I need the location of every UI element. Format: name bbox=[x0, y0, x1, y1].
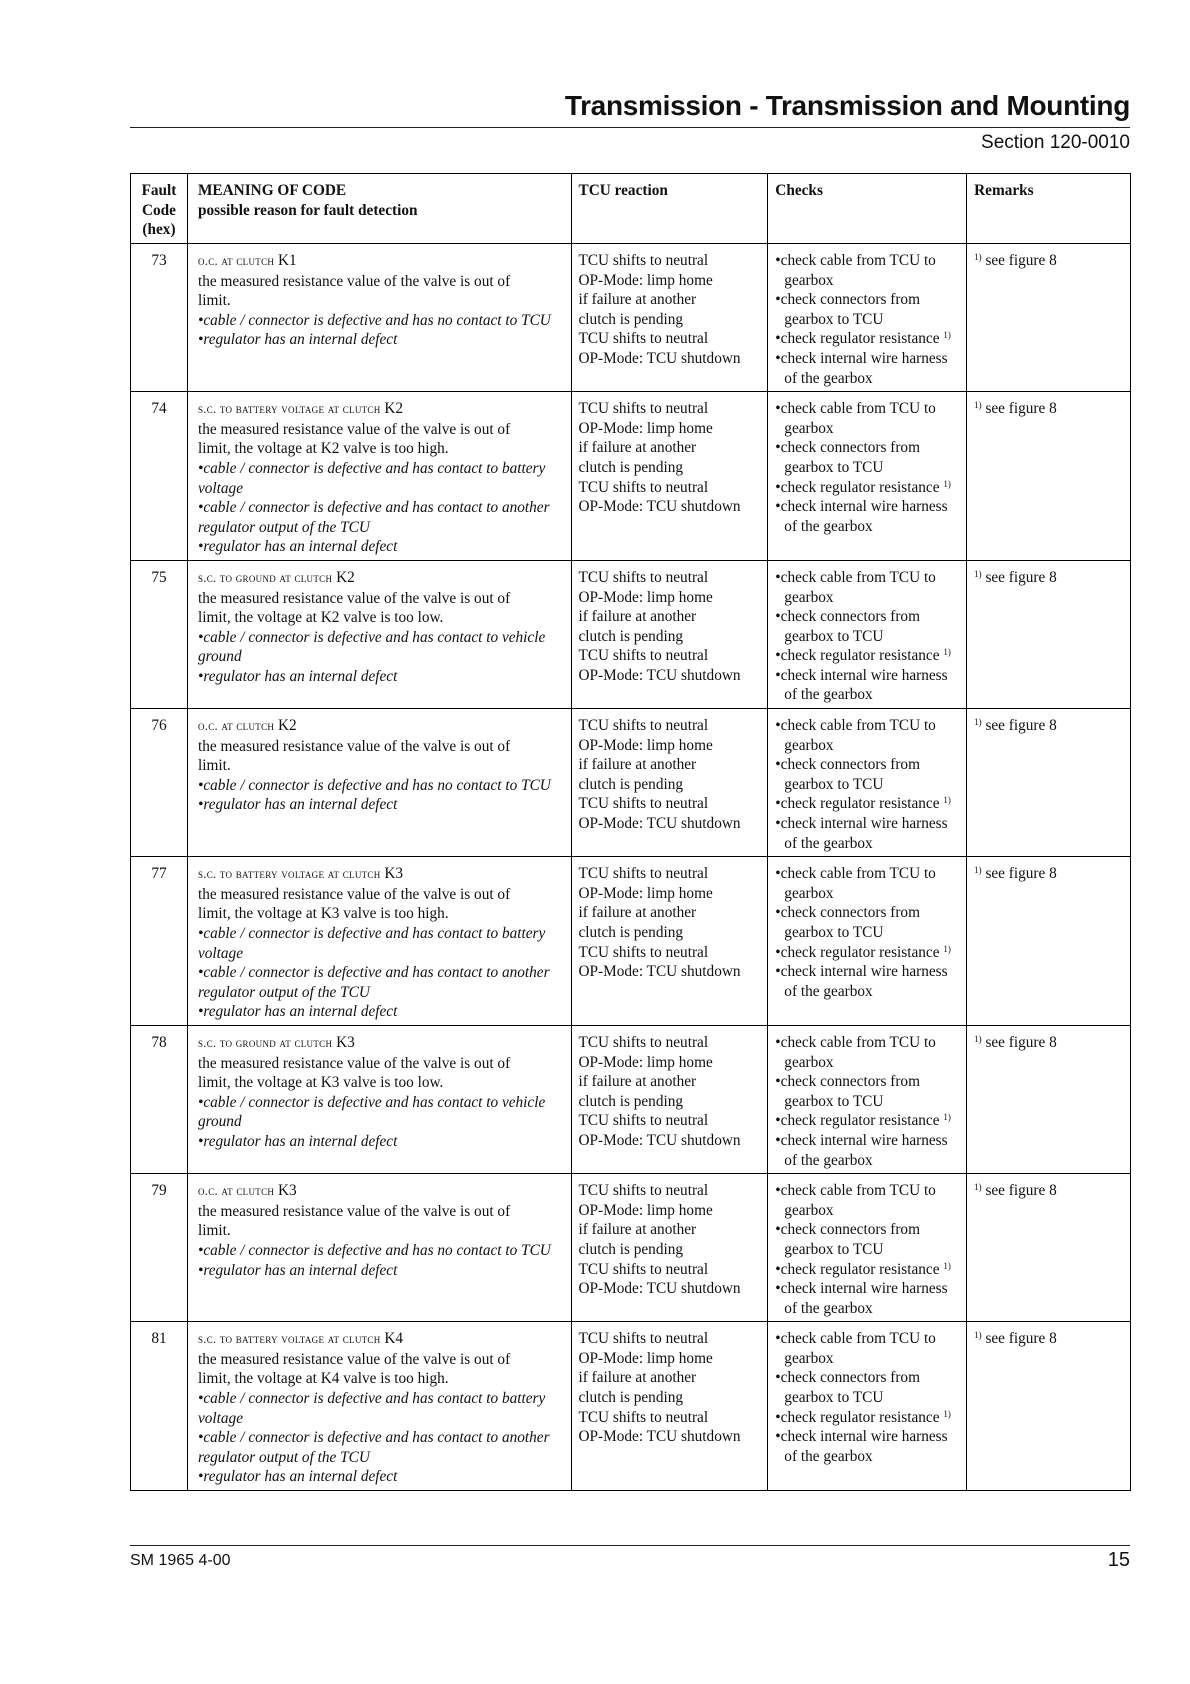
check-text: check cable from TCU to gearbox bbox=[780, 400, 936, 437]
tcu-reaction-line: if failure at another bbox=[578, 1221, 697, 1239]
check-text: check cable from TCU to gearbox bbox=[780, 252, 936, 289]
check-text: check regulator resistance bbox=[780, 647, 940, 665]
tcu-reaction-line: clutch is pending bbox=[578, 458, 684, 476]
tcu-reaction-cell bbox=[571, 1322, 768, 1491]
tcu-reaction-line: clutch is pending bbox=[578, 1389, 684, 1407]
tcu-reaction-line: TCU shifts to neutral bbox=[578, 1260, 709, 1278]
check-item: •check internal wire harness of the gearbox bbox=[775, 349, 948, 387]
column-header-tcu-reaction: TCU reaction bbox=[571, 174, 768, 244]
check-text: check regulator resistance bbox=[780, 1408, 940, 1426]
meaning-text: limit, the voltage at K3 valve is too low. bbox=[197, 1074, 444, 1092]
check-text: check internal wire harness of the gearbox bbox=[780, 666, 948, 704]
tcu-reaction-line: if failure at another bbox=[578, 904, 697, 922]
check-text: check regulator resistance bbox=[780, 330, 940, 348]
check-text: check internal wire harness of the gearbox bbox=[780, 1280, 948, 1317]
table-body bbox=[131, 244, 1131, 1491]
tcu-reaction-line: clutch is pending bbox=[578, 627, 684, 645]
fault-type: o.c. at clutch bbox=[197, 1184, 275, 1199]
check-item: •check cable from TCU to gearbox bbox=[775, 717, 936, 754]
check-item: •check internal wire harness of the gearbox bbox=[775, 963, 948, 1000]
remarks-cell bbox=[967, 709, 1131, 857]
tcu-reaction-line: OP-Mode: TCU shutdown bbox=[578, 963, 741, 981]
check-text: check cable from TCU to gearbox bbox=[780, 1330, 936, 1367]
possible-cause: •regulator has an internal defect bbox=[197, 1132, 398, 1150]
clutch-id: K2 bbox=[384, 400, 404, 418]
check-text: check internal wire harness of the gearbox bbox=[780, 1131, 948, 1169]
fault-code-header-line: Fault bbox=[141, 182, 177, 199]
footnote-mark: 1) bbox=[974, 568, 982, 579]
check-item: •check internal wire harness of the gearbox bbox=[775, 815, 948, 852]
check-item: •check connectors from gearbox to TCU bbox=[775, 1221, 920, 1258]
tcu-reaction-line: OP-Mode: TCU shutdown bbox=[578, 1131, 741, 1149]
possible-cause: •cable / connector is defective and has contact to battery voltage bbox=[197, 1390, 546, 1427]
clutch-id: K2 bbox=[336, 568, 355, 586]
meaning-text: limit, the voltage at K4 valve is too high. bbox=[197, 1370, 449, 1388]
check-text: check connectors from gearbox to TCU bbox=[780, 1073, 920, 1110]
check-text: check internal wire harness of the gearbox bbox=[780, 1428, 948, 1465]
footnote-mark: 1) bbox=[943, 330, 951, 341]
check-text: check connectors from gearbox to TCU bbox=[780, 291, 920, 328]
check-item: •check internal wire harness of the gearbox bbox=[775, 1131, 948, 1169]
tcu-reaction-cell bbox=[571, 857, 768, 1026]
possible-cause: •cable / connector is defective and has contact to vehicle ground bbox=[197, 1093, 546, 1131]
check-item: •check internal wire harness of the gearbox bbox=[775, 666, 948, 704]
meaning-cell bbox=[187, 244, 571, 392]
footer-rule bbox=[130, 1545, 1130, 1546]
document-id: SM 1965 4-00 bbox=[130, 1552, 231, 1569]
tcu-reaction-cell bbox=[571, 392, 768, 561]
footnote-mark: 1) bbox=[974, 865, 982, 876]
clutch-id: K2 bbox=[278, 717, 297, 735]
table-row bbox=[131, 244, 1131, 392]
meaning-cell bbox=[187, 1025, 571, 1173]
check-text: check cable from TCU to gearbox bbox=[780, 568, 936, 606]
remark-text: see figure 8 bbox=[985, 1330, 1057, 1348]
fault-code-table bbox=[130, 173, 1131, 1491]
check-item: •check cable from TCU to gearbox bbox=[775, 400, 936, 437]
tcu-reaction-line: TCU shifts to neutral bbox=[578, 1182, 709, 1200]
possible-cause: •cable / connector is defective and has contact to vehicle ground bbox=[197, 628, 546, 666]
footnote-mark: 1) bbox=[943, 795, 951, 806]
tcu-reaction-cell bbox=[571, 1174, 768, 1322]
tcu-reaction-line: TCU shifts to neutral bbox=[578, 1330, 709, 1348]
check-item: •check connectors from gearbox to TCU bbox=[775, 439, 920, 476]
fault-type: s.c. to battery voltage at clutch bbox=[197, 402, 381, 417]
meaning-cell bbox=[187, 560, 571, 708]
check-text: check connectors from gearbox to TCU bbox=[780, 439, 920, 476]
checks-cell bbox=[768, 857, 967, 1026]
tcu-reaction-line: if failure at another bbox=[578, 439, 697, 457]
check-item: •check cable from TCU to gearbox bbox=[775, 568, 936, 606]
table-row bbox=[131, 560, 1131, 708]
meaning-cell bbox=[187, 1174, 571, 1322]
clutch-id: K3 bbox=[278, 1182, 297, 1200]
remarks-cell bbox=[967, 1025, 1131, 1173]
footnote-mark: 1) bbox=[974, 1182, 982, 1193]
possible-cause: •cable / connector is defective and has contact to another regulator output of the TCU bbox=[197, 964, 550, 1001]
remark-text: see figure 8 bbox=[985, 568, 1057, 586]
tcu-reaction-line: TCU shifts to neutral bbox=[578, 1112, 709, 1130]
tcu-reaction-line: TCU shifts to neutral bbox=[578, 568, 709, 586]
page-number: 15 bbox=[1107, 1549, 1130, 1571]
tcu-reaction-line: OP-Mode: TCU shutdown bbox=[578, 498, 741, 516]
check-item: •check regulator resistance $^{1)}$ bbox=[775, 943, 951, 961]
tcu-reaction-line: OP-Mode: TCU shutdown bbox=[578, 349, 741, 367]
remarks-cell bbox=[967, 1322, 1131, 1491]
tcu-reaction-line: clutch is pending bbox=[578, 310, 684, 328]
tcu-reaction-line: if failure at another bbox=[578, 608, 697, 626]
possible-cause: •cable / connector is defective and has no contact to TCU bbox=[197, 1241, 551, 1259]
check-text: check regulator resistance bbox=[780, 943, 940, 961]
tcu-reaction-line: OP-Mode: limp home bbox=[578, 884, 713, 902]
checks-cell bbox=[768, 709, 967, 857]
fault-code: 75 bbox=[131, 560, 188, 708]
possible-cause: •cable / connector is defective and has no contact to TCU bbox=[197, 776, 551, 794]
meaning-cell bbox=[187, 392, 571, 561]
check-item: •check internal wire harness of the gearbox bbox=[775, 498, 948, 535]
meaning-text: the measured resistance value of the valve is out of bbox=[197, 272, 511, 290]
remark-text: see figure 8 bbox=[985, 400, 1057, 418]
footnote-mark: 1) bbox=[943, 1112, 951, 1123]
check-item: •check regulator resistance $^{1)}$ bbox=[775, 795, 951, 813]
meaning-text: limit, the voltage at K2 valve is too low. bbox=[197, 609, 444, 627]
remark-text: see figure 8 bbox=[985, 1182, 1057, 1200]
tcu-reaction-line: TCU shifts to neutral bbox=[578, 795, 709, 813]
tcu-reaction-line: clutch is pending bbox=[578, 1092, 684, 1110]
tcu-reaction-line: TCU shifts to neutral bbox=[578, 252, 709, 269]
footnote-mark: 1) bbox=[943, 647, 951, 658]
possible-cause: •cable / connector is defective and has contact to battery voltage bbox=[197, 925, 546, 962]
possible-cause: •regulator has an internal defect bbox=[197, 667, 398, 685]
tcu-reaction-cell bbox=[571, 560, 768, 708]
page-title: Transmission - Transmission and Mounting bbox=[564, 90, 1130, 121]
tcu-reaction-line: TCU shifts to neutral bbox=[578, 400, 709, 418]
section-number: Section 120-0010 bbox=[981, 132, 1130, 153]
meaning-text: the measured resistance value of the valve is out of bbox=[197, 589, 511, 607]
fault-code: 73 bbox=[131, 244, 188, 392]
check-item: •check regulator resistance $^{1)}$ bbox=[775, 1112, 951, 1130]
remarks-cell bbox=[967, 392, 1131, 561]
fault-type: o.c. at clutch bbox=[197, 719, 275, 734]
check-text: check internal wire harness of the gearbox bbox=[780, 349, 948, 387]
meaning-text: limit. bbox=[197, 292, 231, 310]
fault-title bbox=[198, 1181, 564, 1202]
tcu-reaction-line: OP-Mode: limp home bbox=[578, 1201, 713, 1219]
tcu-reaction-line: OP-Mode: TCU shutdown bbox=[578, 815, 741, 833]
table-row bbox=[131, 392, 1131, 561]
check-text: check regulator resistance bbox=[780, 478, 940, 496]
fault-code: 79 bbox=[131, 1174, 188, 1322]
check-item: •check regulator resistance $^{1)}$ bbox=[775, 330, 951, 348]
checks-cell bbox=[768, 1322, 967, 1491]
fault-type: s.c. to battery voltage at clutch bbox=[197, 1332, 381, 1347]
check-item: •check cable from TCU to gearbox bbox=[775, 1182, 936, 1219]
check-item: •check cable from TCU to gearbox bbox=[775, 865, 936, 902]
column-header-fault-code bbox=[131, 174, 188, 244]
fault-title bbox=[198, 716, 564, 737]
fault-type: o.c. at clutch bbox=[197, 254, 275, 268]
meaning-text: the measured resistance value of the valve is out of bbox=[197, 1054, 511, 1072]
tcu-reaction-line: TCU shifts to neutral bbox=[578, 647, 709, 665]
tcu-reaction-line: if failure at another bbox=[578, 1369, 697, 1387]
meaning-text: limit, the voltage at K2 valve is too high. bbox=[197, 440, 449, 458]
table-row bbox=[131, 1322, 1131, 1491]
possible-cause: •regulator has an internal defect bbox=[197, 1468, 398, 1486]
checks-cell bbox=[768, 244, 967, 392]
check-text: check regulator resistance bbox=[780, 1112, 940, 1130]
fault-title bbox=[198, 399, 564, 420]
column-header-remarks: Remarks bbox=[967, 174, 1131, 244]
meaning-text: limit. bbox=[197, 1222, 231, 1240]
check-text: check connectors from gearbox to TCU bbox=[780, 904, 920, 941]
table-header-row bbox=[131, 174, 1131, 244]
footnote-mark: 1) bbox=[974, 400, 982, 411]
fault-code: 81 bbox=[131, 1322, 188, 1491]
tcu-reaction-line: TCU shifts to neutral bbox=[578, 865, 709, 883]
fault-code: 77 bbox=[131, 857, 188, 1026]
checks-cell bbox=[768, 560, 967, 708]
clutch-id: K4 bbox=[384, 1330, 404, 1348]
remarks-cell bbox=[967, 857, 1131, 1026]
footnote-mark: 1) bbox=[943, 1260, 951, 1271]
table-row bbox=[131, 857, 1131, 1026]
check-text: check connectors from gearbox to TCU bbox=[780, 1221, 920, 1258]
check-item: •check internal wire harness of the gearbox bbox=[775, 1280, 948, 1317]
fault-type: s.c. to battery voltage at clutch bbox=[197, 867, 381, 882]
remark-text: see figure 8 bbox=[985, 252, 1057, 269]
check-item: •check cable from TCU to gearbox bbox=[775, 1033, 936, 1071]
checks-cell bbox=[768, 1025, 967, 1173]
remark-text: see figure 8 bbox=[985, 1033, 1057, 1051]
check-text: check internal wire harness of the gearbox bbox=[780, 815, 948, 852]
tcu-reaction-line: TCU shifts to neutral bbox=[578, 717, 709, 735]
tcu-reaction-line: if failure at another bbox=[578, 291, 697, 309]
footnote-mark: 1) bbox=[943, 1408, 951, 1419]
possible-cause: •regulator has an internal defect bbox=[197, 1003, 398, 1021]
check-text: check regulator resistance bbox=[780, 1260, 940, 1278]
check-text: check cable from TCU to gearbox bbox=[780, 717, 936, 754]
fault-code: 76 bbox=[131, 709, 188, 857]
remarks-cell bbox=[967, 244, 1131, 392]
check-item: •check connectors from gearbox to TCU bbox=[775, 608, 920, 645]
clutch-id: K3 bbox=[336, 1033, 355, 1051]
possible-cause: •cable / connector is defective and has contact to another regulator output of the TCU bbox=[197, 499, 550, 536]
tcu-reaction-line: TCU shifts to neutral bbox=[578, 1033, 709, 1051]
tcu-reaction-line: OP-Mode: limp home bbox=[578, 271, 713, 289]
check-item: •check internal wire harness of the gearbox bbox=[775, 1428, 948, 1465]
meaning-cell bbox=[187, 857, 571, 1026]
check-text: check regulator resistance bbox=[780, 795, 940, 813]
check-item: •check connectors from gearbox to TCU bbox=[775, 1369, 920, 1407]
tcu-reaction-line: TCU shifts to neutral bbox=[578, 1408, 709, 1426]
tcu-reaction-line: OP-Mode: limp home bbox=[578, 419, 713, 437]
possible-cause: •regulator has an internal defect bbox=[197, 538, 398, 556]
possible-cause: •cable / connector is defective and has contact to another regulator output of the TCU bbox=[197, 1429, 550, 1466]
fault-title bbox=[198, 1033, 564, 1054]
footnote-mark: 1) bbox=[943, 943, 951, 954]
tcu-reaction-cell bbox=[571, 244, 768, 392]
meaning-text: the measured resistance value of the valve is out of bbox=[197, 885, 511, 903]
tcu-reaction-line: OP-Mode: limp home bbox=[578, 1349, 713, 1367]
tcu-reaction-line: OP-Mode: limp home bbox=[578, 736, 713, 754]
tcu-reaction-line: OP-Mode: limp home bbox=[578, 1053, 713, 1071]
possible-cause: •cable / connector is defective and has contact to battery voltage bbox=[197, 459, 546, 497]
tcu-reaction-line: clutch is pending bbox=[578, 775, 684, 793]
meaning-cell bbox=[187, 1322, 571, 1491]
meaning-text: the measured resistance value of the valve is out of bbox=[197, 1202, 511, 1220]
table-row bbox=[131, 1025, 1131, 1173]
meaning-text: limit. bbox=[197, 757, 231, 775]
footnote-mark: 1) bbox=[974, 252, 982, 262]
column-header-checks: Checks bbox=[768, 174, 967, 244]
tcu-reaction-line: OP-Mode: limp home bbox=[578, 588, 713, 606]
check-text: check cable from TCU to gearbox bbox=[780, 1182, 936, 1219]
meaning-header-line: MEANING OF CODE bbox=[197, 182, 347, 199]
tcu-reaction-line: clutch is pending bbox=[578, 1240, 684, 1258]
tcu-reaction-line: if failure at another bbox=[578, 1073, 697, 1091]
fault-title bbox=[198, 864, 564, 885]
fault-code-header-line: Code bbox=[141, 201, 176, 219]
check-text: check internal wire harness of the gearbox bbox=[780, 963, 948, 1000]
fault-title bbox=[198, 568, 564, 589]
fault-title bbox=[198, 1329, 564, 1350]
check-item: •check connectors from gearbox to TCU bbox=[775, 1073, 920, 1110]
tcu-reaction-line: if failure at another bbox=[578, 756, 697, 774]
remarks-cell bbox=[967, 560, 1131, 708]
fault-title bbox=[198, 251, 564, 272]
check-text: check cable from TCU to gearbox bbox=[780, 865, 936, 902]
tcu-reaction-line: TCU shifts to neutral bbox=[578, 478, 709, 496]
fault-code-header-line: (hex) bbox=[142, 221, 176, 239]
check-item: •check regulator resistance $^{1)}$ bbox=[775, 478, 951, 496]
tcu-reaction-cell bbox=[571, 709, 768, 857]
checks-cell bbox=[768, 392, 967, 561]
possible-cause: •regulator has an internal defect bbox=[197, 1261, 398, 1279]
tcu-reaction-line: TCU shifts to neutral bbox=[578, 943, 709, 961]
meaning-text: the measured resistance value of the valve is out of bbox=[197, 420, 511, 438]
table-row bbox=[131, 709, 1131, 857]
check-item: •check regulator resistance $^{1)}$ bbox=[775, 1260, 951, 1278]
fault-type: s.c. to ground at clutch bbox=[197, 570, 333, 585]
tcu-reaction-line: clutch is pending bbox=[578, 924, 684, 941]
checks-cell bbox=[768, 1174, 967, 1322]
remark-text: see figure 8 bbox=[985, 717, 1057, 735]
meaning-text: the measured resistance value of the valve is out of bbox=[197, 737, 511, 755]
tcu-reaction-line: OP-Mode: TCU shutdown bbox=[578, 1428, 741, 1446]
check-item: •check regulator resistance $^{1)}$ bbox=[775, 647, 951, 665]
fault-code: 78 bbox=[131, 1025, 188, 1173]
column-header-meaning bbox=[187, 174, 571, 244]
meaning-text: limit, the voltage at K3 valve is too high. bbox=[197, 905, 449, 923]
footnote-mark: 1) bbox=[974, 717, 982, 728]
check-item: •check regulator resistance $^{1)}$ bbox=[775, 1408, 951, 1426]
fault-type: s.c. to ground at clutch bbox=[197, 1035, 333, 1050]
fault-code: 74 bbox=[131, 392, 188, 561]
clutch-id: K1 bbox=[278, 252, 297, 269]
header-rule bbox=[130, 127, 1130, 128]
check-item: •check connectors from gearbox to TCU bbox=[775, 904, 920, 941]
check-item: •check connectors from gearbox to TCU bbox=[775, 291, 920, 328]
tcu-reaction-line: OP-Mode: TCU shutdown bbox=[578, 666, 741, 684]
possible-cause: •cable / connector is defective and has no contact to TCU bbox=[197, 311, 551, 329]
tcu-reaction-line: TCU shifts to neutral bbox=[578, 330, 709, 348]
remark-text: see figure 8 bbox=[985, 865, 1057, 883]
footnote-mark: 1) bbox=[943, 478, 951, 489]
clutch-id: K3 bbox=[384, 865, 404, 883]
check-text: check internal wire harness of the gearbox bbox=[780, 498, 948, 535]
possible-cause: •regulator has an internal defect bbox=[197, 331, 398, 349]
tcu-reaction-cell bbox=[571, 1025, 768, 1173]
table-row bbox=[131, 1174, 1131, 1322]
meaning-text: the measured resistance value of the valve is out of bbox=[197, 1350, 511, 1368]
check-text: check connectors from gearbox to TCU bbox=[780, 1369, 920, 1407]
footnote-mark: 1) bbox=[974, 1330, 982, 1341]
tcu-reaction-line: OP-Mode: TCU shutdown bbox=[578, 1280, 741, 1298]
remarks-cell bbox=[967, 1174, 1131, 1322]
meaning-cell bbox=[187, 709, 571, 857]
check-text: check connectors from gearbox to TCU bbox=[780, 756, 920, 793]
check-item: •check cable from TCU to gearbox bbox=[775, 1330, 936, 1367]
check-item: •check connectors from gearbox to TCU bbox=[775, 756, 920, 793]
footnote-mark: 1) bbox=[974, 1033, 982, 1044]
possible-cause: •regulator has an internal defect bbox=[197, 796, 398, 814]
meaning-header-line: possible reason for fault detection bbox=[197, 201, 418, 219]
check-item: •check cable from TCU to gearbox bbox=[775, 252, 936, 289]
check-text: check cable from TCU to gearbox bbox=[780, 1033, 936, 1071]
check-text: check connectors from gearbox to TCU bbox=[780, 608, 920, 645]
